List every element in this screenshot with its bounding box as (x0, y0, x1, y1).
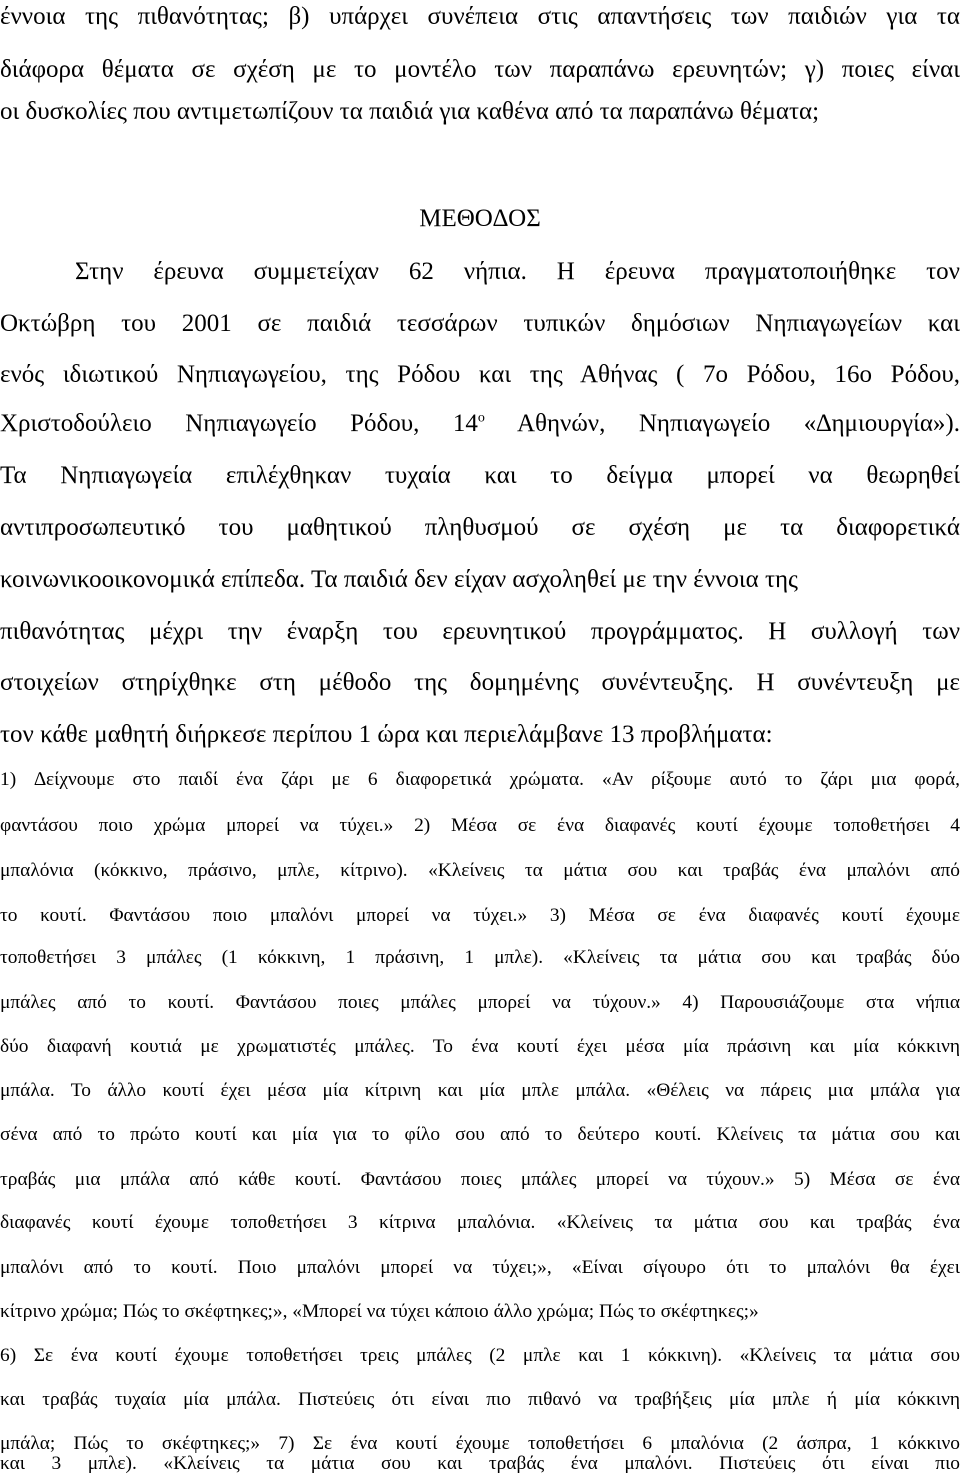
text-line: Στην έρευνα συμμετείχαν 62 νήπια. Η έρευνα πραγματοποιήθηκε τον (75, 258, 960, 285)
text-line: έννοια της πιθανότητας; β) υπάρχει συνέπεια στις απαντήσεις των παιδιών για τα (0, 3, 960, 30)
text-line: Οκτώβρη του 2001 σε παιδιά τεσσάρων τυπικών δημόσιων Νηπιαγωγείων και (0, 310, 960, 337)
superscript-ordinal: ο (477, 410, 485, 426)
text-line: κοινωνικοοικονομικά επίπεδα. Τα παιδιά δεν είχαν ασχοληθεί με την έννοια της (0, 566, 798, 593)
problem-line: 6) Σε ένα κουτί έχουμε τοποθετήσει τρεις μπάλες (2 μπλε και 1 κόκκινη). «Κλείνεις τα μάτια σου (0, 1345, 960, 1366)
text-segment: Αθηνών, Νηπιαγωγείο «∆ημιουργία»). (484, 410, 960, 437)
problem-line: τοποθετήσει 3 μπάλες (1 κόκκινη, 1 πράσινη, 1 μπλε). «Κλείνεις τα μάτια σου και τραβάς δύο (0, 947, 960, 968)
problem-line: δύο διαφανή κουτιά με χρωματιστές μπάλες. Το ένα κουτί έχει μέσα μία πράσινη και μία κόκκινη (0, 1036, 960, 1057)
problem-line: διαφανές κουτί έχουμε τοποθετήσει 3 κίτρινα μπαλόνια. «Κλείνεις τα μάτια σου και τραβάς ένα (0, 1212, 960, 1233)
section-heading: ΜΕΘΟ∆ΟΣ (419, 205, 541, 232)
text-line: Τα Νηπιαγωγεία επιλέχθηκαν τυχαία και το δείγμα μπορεί να θεωρηθεί (0, 462, 960, 489)
problem-line: μπαλόνι από το κουτί. Ποιο μπαλόνι μπορεί να τύχει;», «Είναι σίγουρο ότι το μπαλόνι θα έχει (0, 1257, 960, 1278)
problem-line: 1) ∆είχνουμε στο παιδί ένα ζάρι με 6 διαφορετικά χρώματα. «Αν ρίξουμε αυτό το ζάρι μια φορά, (0, 769, 960, 790)
text-line: οι δυσκολίες που αντιμετωπίζουν τα παιδιά για καθένα από τα παραπάνω θέματα; (0, 98, 820, 125)
problem-line: και τραβάς τυχαία μία μπάλα. Πιστεύεις ότι είναι πιο πιθανό να τραβήξεις μία μπλε ή μία κόκκινη (0, 1389, 960, 1410)
text-line: στοιχείων στηρίχθηκε στη μέθοδο της δομημένης συνέντευξης. Η συνέντευξη με (0, 669, 960, 696)
problem-line: σένα από το πρώτο κουτί και μία για το φίλο σου από το δεύτερο κουτί. Κλείνεις τα μάτια σου και (0, 1124, 960, 1145)
text-line-with-superscript (0, 409, 960, 439)
text-line: πιθανότητας μέχρι την έναρξη του ερευνητικού προγράμματος. Η συλλογή των (0, 618, 960, 645)
problem-line: κίτρινο χρώμα; Πώς το σκέφτηκες;», «Μπορεί να τύχει κάποιο άλλο χρώμα; Πώς το σκέφτηκες;» (0, 1301, 759, 1322)
text-line: ενός ιδιωτικού Νηπιαγωγείου, της Ρόδου και της Αθήνας ( 7ο Ρόδου, 16ο Ρόδου, (0, 361, 960, 388)
text-line: αντιπροσωπευτικό του μαθητικού πληθυσμού σε σχέση με τα διαφορετικά (0, 514, 960, 541)
problem-line: μπάλες από το κουτί. Φαντάσου ποιες μπάλες μπορεί να τύχουν.» 4) Παρουσιάζουμε στα νήπια (0, 992, 960, 1013)
text-line: τον κάθε μαθητή διήρκεσε περίπου 1 ώρα και περιελάμβανε 13 προβλήματα: (0, 721, 773, 748)
problem-line: μπαλόνια (κόκκινο, πράσινο, μπλε, κίτρινο). «Κλείνεις τα μάτια σου και τραβάς ένα μπαλόνι από (0, 860, 960, 881)
problem-line: μπάλα. Το άλλο κουτί έχει μέσα μία κίτρινη και μία μπλε μπάλα. «Θέλεις να πάρεις μια μπάλα για (0, 1080, 960, 1101)
text-line: διάφορα θέματα σε σχέση με το μοντέλο των παραπάνω ερευνητών; γ) ποιες είναι (0, 56, 960, 83)
problem-line: και 3 μπλε). «Κλείνεις τα μάτια σου και τραβάς ένα μπαλόνι. Πιστεύεις ότι είναι πιο (0, 1453, 960, 1474)
problem-line: μπάλα; Πώς το σκέφτηκες;» 7) Σε ένα κουτί έχουμε τοποθετήσει 6 μπαλόνια (2 άσπρα, 1 κόκκινο (0, 1433, 960, 1454)
problem-line: φαντάσου ποιο χρώμα μπορεί να τύχει.» 2) Μέσα σε ένα διαφανές κουτί έχουμε τοποθετήσει 4 (0, 815, 960, 836)
problem-line: τραβάς μια μπάλα από κάθε κουτί. Φαντάσου ποιες μπάλες μπορεί να τύχουν.» 5) Μέσα σε ένα (0, 1169, 960, 1190)
text-segment: Χριστοδούλειο Νηπιαγωγείο Ρόδου, 14 (0, 410, 478, 437)
problem-line: το κουτί. Φαντάσου ποιο μπαλόνι μπορεί να τύχει.» 3) Μέσα σε ένα διαφανές κουτί έχουμε (0, 905, 960, 926)
